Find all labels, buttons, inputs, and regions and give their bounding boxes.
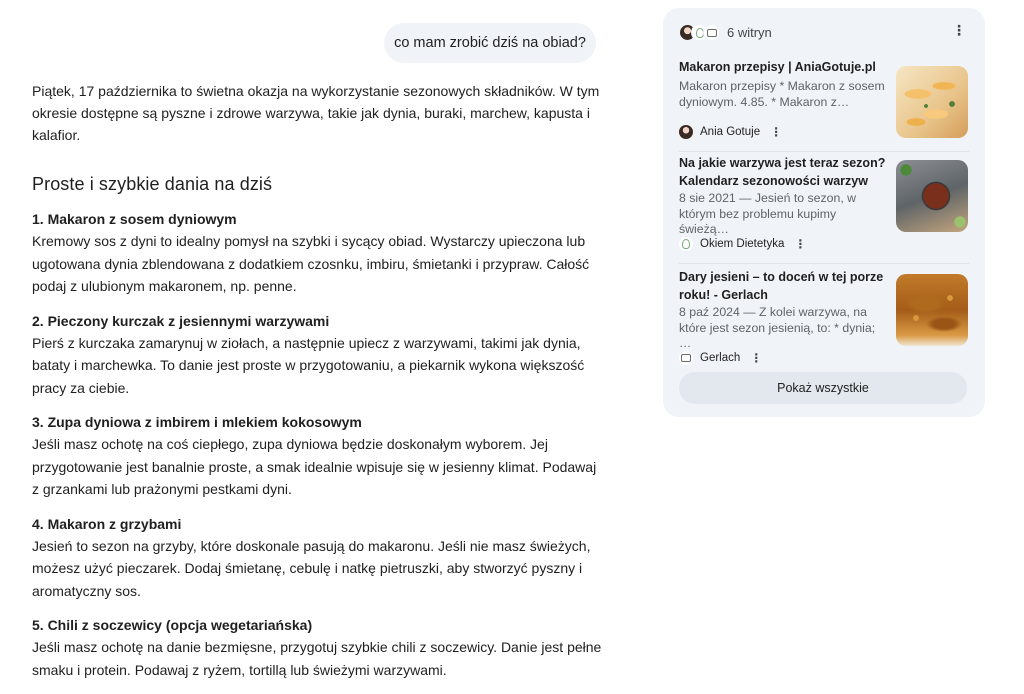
source-site-name: Okiem Dietetyka — [700, 238, 785, 250]
dish-description: Kremowy sos z dyni to idealny pomysł na szybki i sycący obiad. Wystarczy upieczona lub ugotowana dynia zblendowana z dodatkiem czosnku, imbiru, śmietanki i przypraw. Całość podaj z ulubionym makaronem, np. penne. — [32, 233, 590, 294]
divider — [679, 263, 969, 264]
more-options-icon[interactable]: ⋮ — [770, 125, 783, 139]
dish-item — [32, 514, 602, 603]
dish-item — [32, 209, 602, 298]
source-site — [679, 351, 762, 365]
pasta-dish-image[interactable] — [896, 66, 968, 138]
gerlach-favicon-icon — [703, 24, 720, 41]
dish-title: 2. Pieczony kurczak z jesiennymi warzywami — [32, 312, 330, 329]
gerlach-favicon-icon — [679, 351, 693, 365]
dish-list — [32, 209, 602, 681]
dish-title: 3. Zupa dyniowa z imbirem i mlekiem kokosowym — [32, 414, 362, 430]
dish-description: Jeśli masz ochotę na coś ciepłego, zupa dyniowa będzie doskonałym wyborem. Jej przygotowanie jest banalnie proste, a smak idealnie wpisuje się w jesienny klimat. Podawaj z grzankami lub prażonymi pestkami dyni. — [32, 436, 597, 497]
divider — [679, 151, 969, 152]
dish-description: Pierś z kurczaka zamarynuj w ziołach, a następnie upiecz z warzywami, takimi jak dynia, bataty i marchewka. To danie jest proste w przygotowaniu, a piekarnik wykona większość pracy za ciebie. — [32, 334, 585, 396]
more-options-icon[interactable]: ⋮ — [952, 22, 966, 38]
sources-header[interactable] — [679, 22, 772, 42]
dish-title: 4. Makaron z grzybami — [32, 515, 182, 532]
vegetable-pan-image[interactable] — [896, 160, 968, 232]
dish-item — [32, 615, 602, 681]
section-heading: Proste i szybkie dania na dziś — [32, 174, 273, 194]
answer-content — [32, 80, 602, 694]
source-title[interactable]: Makaron przepisy | AniaGotuje.pl — [679, 60, 876, 74]
dish-description: Jesień to sezon na grzyby, które doskonale pasują do makaronu. Jeśli nie masz świeżych, możesz użyć pieczarek. Dodaj śmietanę, cebulę i natkę pietruszki, aby stworzyć pyszny i aromatyczny sos. — [32, 537, 591, 599]
source-snippet: Makaron przepisy * Makaron z sosem dyniowym. 4.85. * Makaron z… — [679, 79, 885, 109]
source-site-name: Gerlach — [700, 352, 741, 364]
answer-intro: Piątek, 17 października to świetna okazja na wykorzystanie sezonowych składników. W tym okresie dostępne są pyszne i zdrowe warzywa, takie jak dynia, buraki, marchew, kapusta i kalafior. — [32, 83, 600, 143]
dish-title: 5. Chili z soczewicy (opcja wegetariańska) — [32, 617, 313, 633]
show-all-button[interactable]: Pokaż wszystkie — [679, 372, 967, 404]
source-title[interactable]: Dary jesieni – to doceń w tej porze roku! - Gerlach — [679, 270, 884, 302]
source-title[interactable]: Na jakie warzywa jest teraz sezon? Kalendarz sezonowości warzyw — [679, 156, 886, 188]
source-card[interactable] — [679, 58, 969, 166]
baked-dish-image[interactable] — [896, 274, 968, 346]
source-site — [679, 125, 782, 139]
source-snippet: 8 sie 2021 — Jesień to sezon, w którym bez problemu kupimy świeżą… — [679, 191, 857, 236]
dish-item — [32, 311, 602, 400]
dish-title: 1. Makaron z sosem dyniowym — [32, 211, 237, 227]
source-card[interactable] — [679, 268, 969, 376]
dish-description: Jeśli masz ochotę na danie bezmięsne, przygotuj szybkie chili z soczewicy. Danie jest pełne smaku i protein. Podawaj z ryżem, tortillą lub świeżymi warzywami. — [32, 639, 602, 678]
more-options-icon[interactable]: ⋮ — [794, 237, 807, 251]
source-site — [679, 237, 806, 251]
sources-panel — [663, 8, 985, 417]
source-snippet: 8 paź 2024 — Z kolei warzywa, na które jest sezon jesienią, to: * dynia; … — [679, 305, 876, 350]
okiem-dietetyka-favicon-icon — [679, 237, 693, 251]
ania-gotuje-favicon-icon — [679, 125, 693, 139]
user-message-bubble: co mam zrobić dziś na obiad? — [384, 23, 596, 63]
sources-count: 6 witryn — [727, 24, 772, 40]
dish-item — [32, 412, 602, 501]
source-site-name: Ania Gotuje — [700, 126, 761, 138]
more-options-icon[interactable]: ⋮ — [750, 351, 763, 365]
source-card[interactable] — [679, 154, 969, 262]
